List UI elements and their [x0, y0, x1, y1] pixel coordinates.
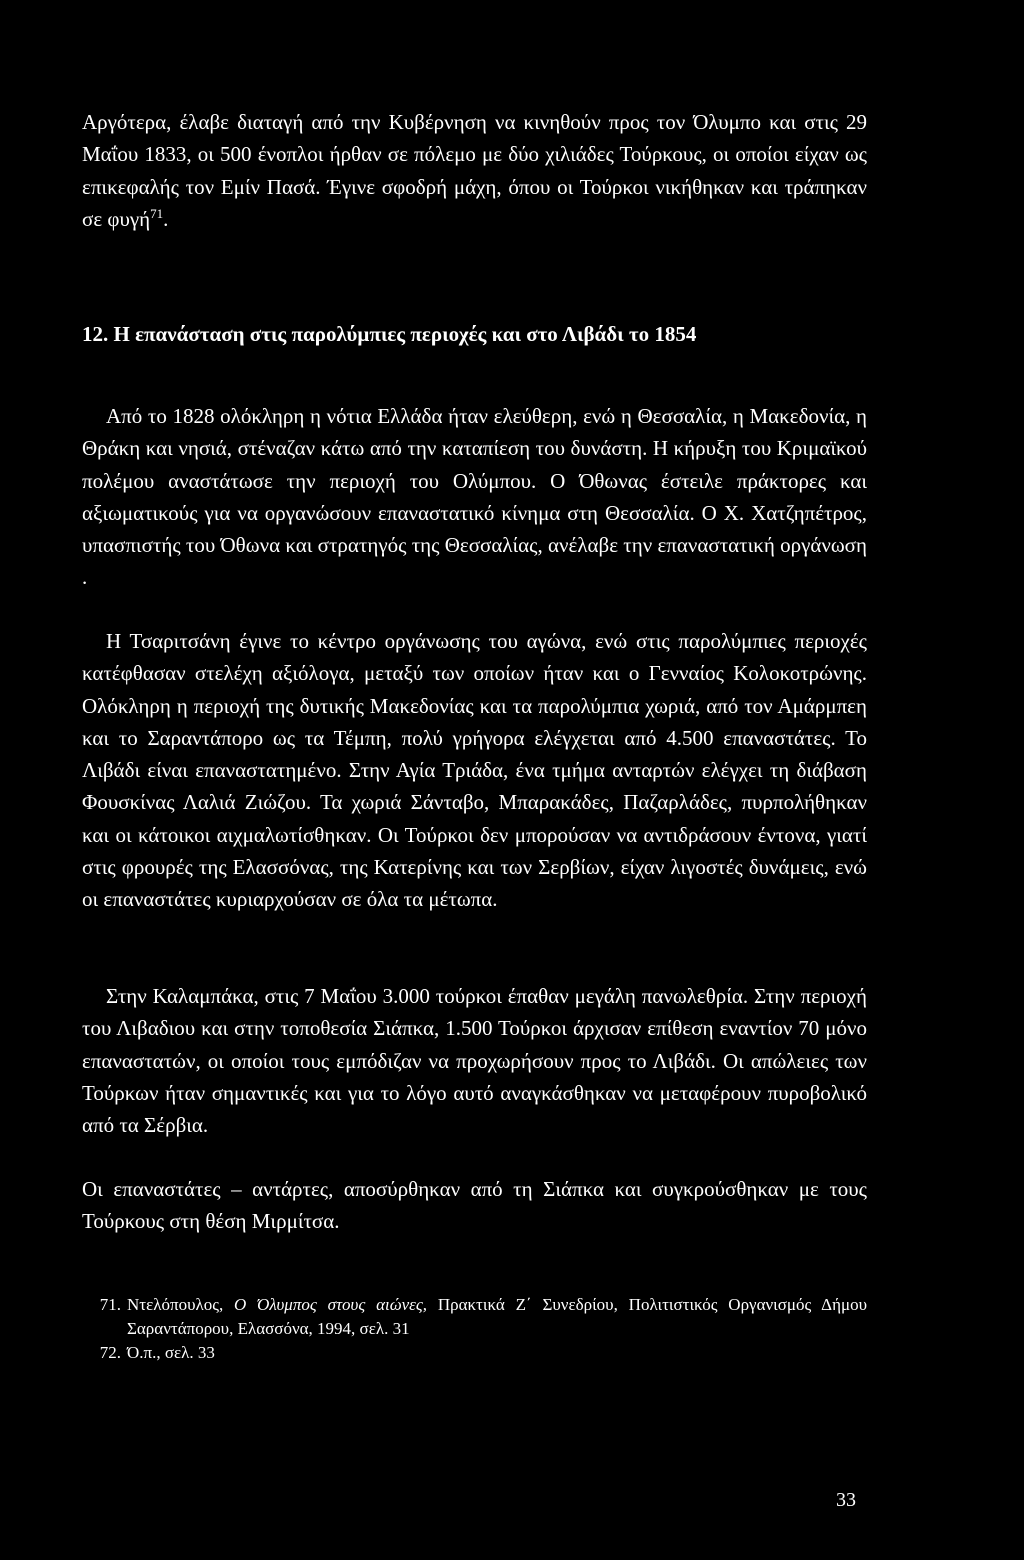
- paragraph-4: Στην Καλαμπάκα, στις 7 Μαΐου 3.000 τούρκοι έπαθαν μεγάλη πανωλεθρία. Στην περιοχή του Λιβαδιου και στην τοποθεσία Σιάπκα, 1.500 Τούρκοι άρχισαν επίθεση εναντίον 70 μόνο επαναστατών, οι οποίοι τους εμπόδιζαν να προχωρήσουν προς το Λιβάδι. Οι απώλειες των Τούρκων ήταν σημαντικές και για το λόγο αυτό αναγκάσθηκαν να μεταφέρουν πυροβολικό από τα Σέρβια.: [82, 984, 867, 1138]
- footnote-71: [82, 1293, 867, 1341]
- paragraph-1-end: .: [163, 206, 169, 231]
- footnotes: [82, 1293, 867, 1365]
- footnote-rest: Πρακτικά Ζ΄ Συνεδρίου, Πολιτιστικός Οργανισμός Δήμου Σαραντάπορου, Ελασσόνα, 1994, σελ. 31: [127, 1295, 867, 1338]
- paragraph-1: [82, 106, 867, 235]
- footnote-author: Ντελόπουλος,: [127, 1295, 235, 1314]
- paragraph-3: Η Τσαριτσάνη έγινε το κέντρο οργάνωσης του αγώνα, ενώ στις παρολύμπιες περιοχές κατέφθασαν στελέχη αξιόλογα, μεταξύ των οποίων ήταν και ο Γενναίος Κολοκοτρώνης. Ολόκληρη η περιοχή της δυτικής Μακεδονίας και τα παρολύμπια χωριά, από τον Αμάρμπεη και το Σαραντάπορο ως τα Τέμπη, πολύ γρήγορα ελέγχεται από 4.500 επαναστάτες. Το Λιβάδι είναι επαναστατημένο. Στην Αγία Τριάδα, ένα τμήμα ανταρτών ελέγχει τη διάβαση Φουσκίνας Λαλιά Ζιώζου. Τα χωριά Σάνταβο, Μπαρακάδες, Παζαρλάδες, πυρπολήθηκαν και οι κάτοικοι αιχμαλωτίσθηκαν. Οι Τούρκοι δεν μπορούσαν να αντιδράσουν έντονα, γιατί στις φρουρές της Ελασσόνας, της Κατερίνης και των Σερβίων, είχαν λιγοστές δυνάμεις, ενώ οι επαναστάτες κυριαρχούσαν σε όλα τα μέτωπα.: [82, 629, 867, 912]
- paragraph-2: Από το 1828 ολόκληρη η νότια Ελλάδα ήταν ελεύθερη, ενώ η Θεσσαλία, η Μακεδονία, η Θράκη και νησιά, στέναζαν κάτω από την καταπίεση του δυνάστη. Η κήρυξη του Κριμαϊκού πολέμου αναστάτωσε την περιοχή του Ολύμπου. Ο Όθωνας έστειλε πράκτορες και αξιωματικούς για να οργανώσουν επαναστατικό κίνημα στη Θεσσαλία. Ο Χ. Χατζηπέτρος, υπασπιστής του Όθωνα και στρατηγός της Θεσσαλίας, ανέλαβε την επαναστατική οργάνωση .: [82, 404, 867, 590]
- footnote-number: 71.: [99, 1295, 121, 1314]
- paragraph-1-text: Αργότερα, έλαβε διαταγή από την Κυβέρνηση να κινηθούν προς τον Όλυμπο και στις 29 Μαΐου 1833, οι 500 ένοπλοι ήρθαν σε πόλεμο με δύο χιλιάδες Τούρκους, οι οποίοι είχαν ως επικεφαλής τον Εμίν Πασά. Έγινε σφοδρή μάχη, όπου οι Τούρκοι νικήθηκαν και τράπηκαν σε φυγή: [82, 110, 867, 231]
- page-number: 33: [836, 1489, 856, 1511]
- footnote-title: Ο Όλυμπος στους αιώνες,: [234, 1295, 427, 1314]
- footnote-text: Ό.π., σελ. 33: [127, 1343, 215, 1362]
- footnote-number: 72.: [99, 1343, 121, 1362]
- footnote-72: [82, 1341, 867, 1365]
- paragraph-5: Οι επαναστάτες – αντάρτες, αποσύρθηκαν από τη Σιάπκα και συγκρούσθηκαν με τους Τούρκους στη θέση Μιρμίτσα.: [82, 1177, 867, 1234]
- footnote-ref-71: 71: [150, 205, 164, 221]
- footnote-text: [127, 1293, 867, 1341]
- section-heading: 12. Η επανάσταση στις παρολύμπιες περιοχές και στο Λιβάδι το 1854: [82, 322, 697, 346]
